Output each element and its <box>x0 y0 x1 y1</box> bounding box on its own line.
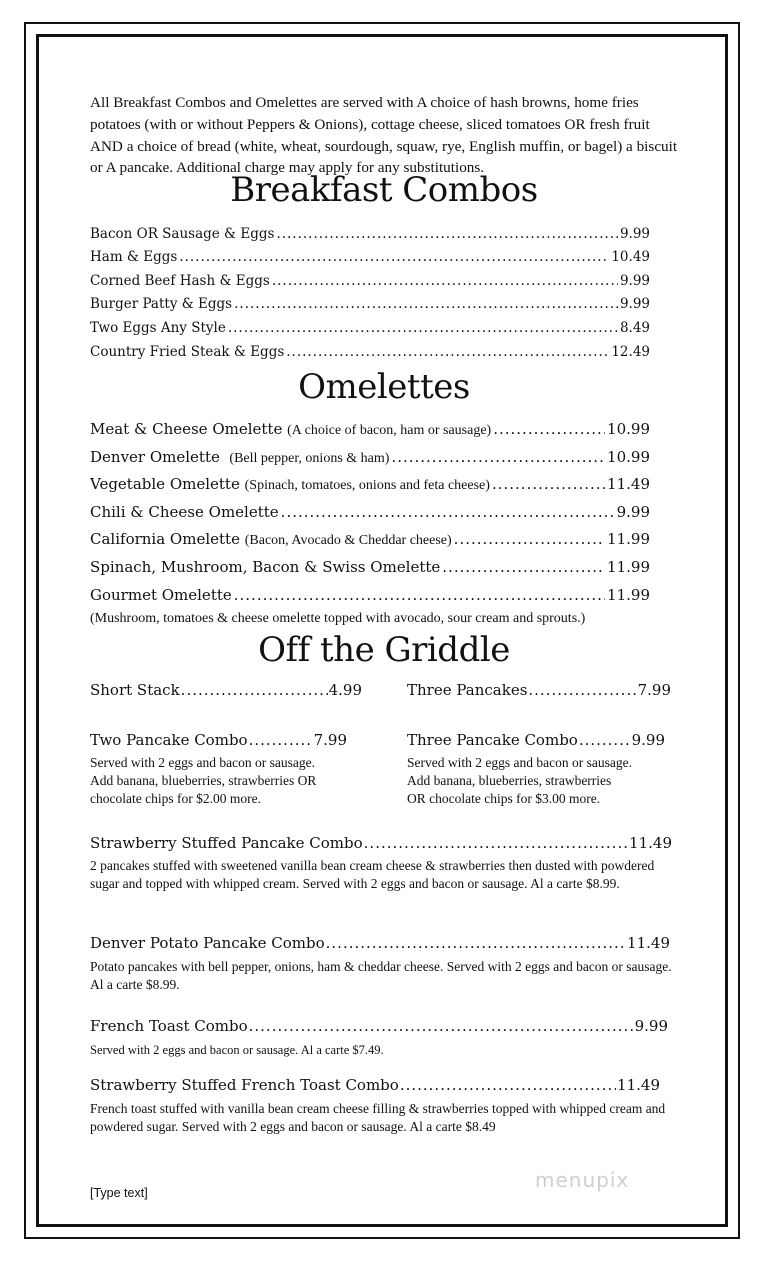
item-price: 11.99 <box>607 530 650 548</box>
leader-dots <box>234 296 618 312</box>
item-name: Denver Omelette <box>90 448 220 466</box>
two-pancake-combo-desc <box>90 754 316 808</box>
item-name: Two Eggs Any Style <box>90 320 226 336</box>
item-note: (A choice of bacon, ham or sausage) <box>287 423 492 438</box>
leader-dots <box>281 503 615 521</box>
leader-dots <box>181 681 328 699</box>
item-name: California Omelette <box>90 530 240 548</box>
item-price: 10.49 <box>611 249 650 265</box>
leader-dots <box>364 834 628 852</box>
leader-dots <box>528 681 636 699</box>
menu-item <box>90 558 650 576</box>
item-price: 7.99 <box>313 731 347 749</box>
item-name: Spinach, Mushroom, Bacon & Swiss Omelette <box>90 558 441 576</box>
leader-dots <box>276 226 618 242</box>
item-name: Two Pancake Combo <box>90 731 248 749</box>
strawberry-pancake-item <box>90 834 672 852</box>
two-pancake-combo-item <box>90 731 347 749</box>
desc-line: OR chocolate chips for $3.00 more. <box>407 791 601 806</box>
item-price: 9.99 <box>619 273 650 289</box>
leader-dots <box>579 731 631 749</box>
item-price: 9.99 <box>619 296 650 312</box>
item-name: Gourmet Omelette <box>90 586 232 604</box>
item-price: 8.49 <box>619 320 650 336</box>
strawberry-french-toast-item <box>90 1076 660 1094</box>
item-name: Short Stack <box>90 681 180 699</box>
item-price: 11.99 <box>607 586 650 604</box>
omelettes-heading: Omelettes <box>298 367 470 407</box>
three-pancake-combo-desc <box>407 754 632 808</box>
item-name: Meat & Cheese Omelette <box>90 420 283 438</box>
item-price: 11.49 <box>627 934 670 952</box>
strawberry-pancake-desc: 2 pancakes stuffed with sweetened vanilla bean cream cheese & strawberries then dusted with powdered sugar and topped with whipped cream. Served with 2 eggs and bacon or sausage. Al a carte $8.99. <box>90 858 655 891</box>
item-note: (Bacon, Avocado & Cheddar cheese) <box>244 533 452 548</box>
menu-item <box>90 296 650 312</box>
griddle-heading: Off the Griddle <box>258 630 510 670</box>
item-price: 11.49 <box>607 475 650 493</box>
leader-dots <box>249 1017 634 1035</box>
item-name: Bacon OR Sausage & Eggs <box>90 226 275 242</box>
menu-item <box>90 420 650 439</box>
three-pancake-combo-item <box>407 731 665 749</box>
french-toast-item <box>90 1017 668 1035</box>
leader-dots <box>442 558 605 576</box>
strawberry-french-toast-desc: French toast stuffed with vanilla bean cream cheese filling & strawberries topped with whipped cream and powdered sugar. Served with 2 eggs and bacon or sausage. Al a carte $8.49 <box>90 1101 666 1134</box>
desc-line: Served with 2 eggs and bacon or sausage. <box>90 755 315 770</box>
item-name: French Toast Combo <box>90 1017 248 1035</box>
item-name: Country Fried Steak & Eggs <box>90 344 285 360</box>
item-name: Corned Beef Hash & Eggs <box>90 273 270 289</box>
menu-item <box>90 273 650 289</box>
item-price: 11.49 <box>617 1076 660 1094</box>
leader-dots <box>454 530 605 548</box>
leader-dots <box>400 1076 616 1094</box>
desc-line: Served with 2 eggs and bacon or sausage. <box>407 755 632 770</box>
menu-item <box>90 475 650 494</box>
leader-dots <box>249 731 313 749</box>
item-name: Ham & Eggs <box>90 249 178 265</box>
item-name: Vegetable Omelette <box>90 475 240 493</box>
item-name: Denver Potato Pancake Combo <box>90 934 325 952</box>
leader-dots <box>234 586 605 604</box>
footer-placeholder: [Type text] <box>90 1186 148 1200</box>
leader-dots <box>326 934 626 952</box>
item-price: 9.99 <box>631 731 665 749</box>
menu-item <box>90 530 650 549</box>
item-price: 4.99 <box>328 681 362 699</box>
leader-dots <box>493 420 605 438</box>
leader-dots <box>272 273 618 289</box>
item-note: (Bell pepper, onions & ham) <box>229 451 390 466</box>
leader-dots <box>492 475 605 493</box>
menu-item <box>90 448 650 467</box>
item-name: Chili & Cheese Omelette <box>90 503 279 521</box>
item-price: 9.99 <box>616 503 650 521</box>
french-toast-desc: Served with 2 eggs and bacon or sausage. Al a carte $7.49. <box>90 1043 384 1057</box>
menu-item <box>90 320 650 336</box>
menu-item <box>90 249 650 265</box>
item-price: 9.99 <box>619 226 650 242</box>
menupix-watermark: menupix <box>535 1168 630 1192</box>
gourmet-description: (Mushroom, tomatoes & cheese omelette topped with avocado, sour cream and sprouts.) <box>90 611 586 626</box>
desc-line: chocolate chips for $2.00 more. <box>90 791 261 806</box>
desc-line: Add banana, blueberries, strawberries <box>407 773 612 788</box>
denver-potato-item <box>90 934 670 952</box>
leader-dots <box>391 448 605 466</box>
item-price: 11.99 <box>607 558 650 576</box>
intro-text: All Breakfast Combos and Omelettes are served with A choice of hash browns, home fries potatoes (with or without Peppers & Onions), cottage cheese, sliced tomatoes OR fresh fruit AND a choice of bread (white, wheat, sourdough, squaw, rye, English muffin, or bagel) a biscuit or A pancake. Additional charge may apply for any substitutions. <box>90 94 678 177</box>
menu-item <box>90 503 650 521</box>
item-price: 9.99 <box>634 1017 668 1035</box>
short-stack-item <box>90 681 362 699</box>
three-pancakes-item <box>407 681 671 699</box>
item-price: 12.49 <box>611 344 650 360</box>
item-name: Strawberry Stuffed French Toast Combo <box>90 1076 399 1094</box>
item-price: 11.49 <box>629 834 672 852</box>
item-price: 7.99 <box>637 681 671 699</box>
item-price: 10.99 <box>607 420 650 438</box>
menu-item <box>90 586 650 604</box>
menu-item <box>90 226 650 242</box>
item-name: Strawberry Stuffed Pancake Combo <box>90 834 363 852</box>
item-price: 10.99 <box>607 448 650 466</box>
leader-dots <box>179 249 609 265</box>
item-note: (Spinach, tomatoes, onions and feta cheese) <box>244 478 490 493</box>
breakfast-combos-heading: Breakfast Combos <box>230 170 538 210</box>
leader-dots <box>286 344 609 360</box>
denver-potato-desc: Potato pancakes with bell pepper, onions, ham & cheddar cheese. Served with 2 eggs and bacon or sausage. Al a carte $8.99. <box>90 959 672 992</box>
leader-dots <box>228 320 618 336</box>
item-name: Burger Patty & Eggs <box>90 296 233 312</box>
item-name: Three Pancakes <box>407 681 528 699</box>
item-name: Three Pancake Combo <box>407 731 578 749</box>
desc-line: Add banana, blueberries, strawberries OR <box>90 773 317 788</box>
menu-item <box>90 344 650 360</box>
